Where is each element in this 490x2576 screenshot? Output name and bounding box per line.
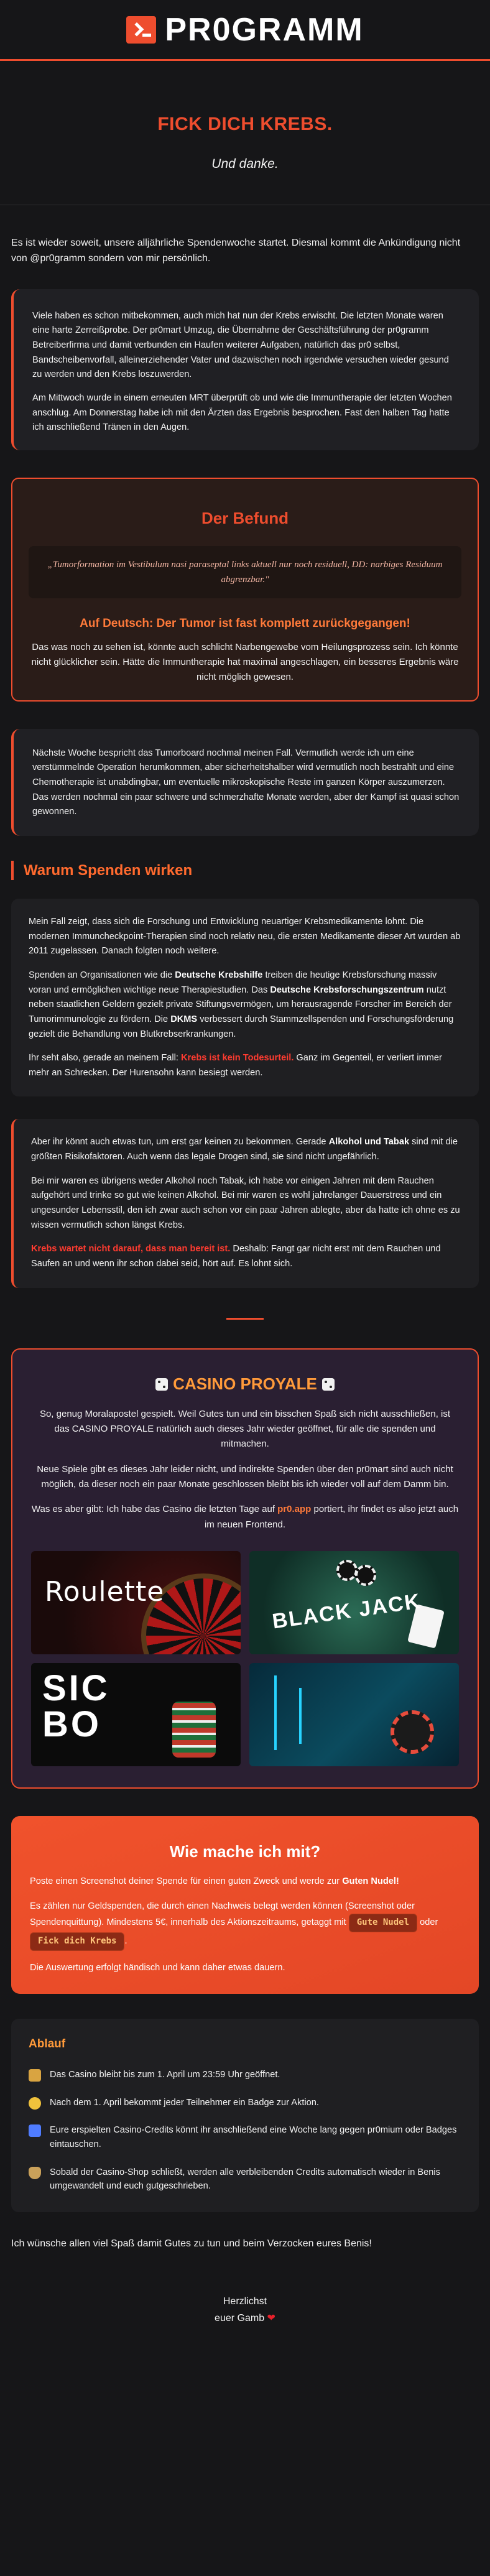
ablauf-item-text: Nach dem 1. April bekommt jeder Teilnehmer ein Badge zur Aktion. (50, 2097, 319, 2108)
next-week-text: Nächste Woche bespricht das Tumorboard nochmal meinen Fall. Vermutlich werde ich um eine verstümmelnde Operation herumkommen, aber sicherheitshalber wird vermutlich noch bestrahlt und eine Chemotherapie ist unabdingbar, um eventuelle mikroskopische Reste im ganzen Körper auszumerzen. Das werden nochmal ein paar schwere und schmerzhafte Monate werden, aber der Kampf ist quasi schon gewonnen. (32, 748, 460, 817)
warum-paragraph-2 (29, 968, 461, 1042)
sicbo-line-2: BO (42, 1703, 101, 1744)
closing-text: Ich wünsche allen viel Spaß damit Gutes zu tun und beim Verzocken eures Benis! (11, 2238, 372, 2249)
game-blackjack[interactable] (249, 1551, 459, 1654)
warum-paragraph-3 (29, 1051, 461, 1080)
logo-text: PR0GRAMM (165, 11, 364, 48)
link-dkms: DKMS (170, 1014, 198, 1024)
casino-paragraph-1: So, genug Moralapostel gespielt. Weil Gutes tun und ein bisschen Spaß sich nicht ausschließen, ist das CASINO PROYALE natürlich auch dieses Jahr wieder geöffnet, für alle die spenden und mitmachen. (39, 1408, 451, 1450)
link-dkfz: Deutsche Krebsforschungszentrum (270, 985, 424, 995)
ablauf-item (29, 2166, 461, 2194)
signature-name: euer Gamb (215, 2312, 265, 2323)
risk-paragraph-3 (31, 1242, 461, 1271)
bold: Alkohol und Tabak (328, 1137, 410, 1147)
casino-card (11, 1348, 479, 1789)
warum-title: Warum Spenden wirken (11, 861, 479, 880)
chip-icon (336, 1560, 358, 1581)
casino-paragraph-2: Neue Spiele gibt es dieses Jahr leider nicht, und indirekte Spenden über den pr0mart sind auch nicht möglich, da dieser noch ein paar Monate geschlossen bleibt bis ich wieder voll auf dem Damm bin. (37, 1463, 453, 1490)
wie-title: Wie mache ich mit? (169, 1842, 321, 1861)
dice-icon (155, 1378, 168, 1391)
game-roulette-label: Roulette (45, 1575, 165, 1608)
wie-paragraph-1 (30, 1874, 460, 1889)
game-blackjack-label: BLACK JACK (270, 1589, 423, 1634)
befund-subtitle: Auf Deutsch: Der Tumor ist fast komplett zurückgegangen! (80, 617, 410, 631)
casino-paragraph-3 (31, 1502, 459, 1532)
text: nutzt neben staatlichen Geldern gezielt private Stiftungsvermögen, um herausragende Forscher im Bereich der Tumorimmunologie zu fördern. Die (29, 985, 452, 1024)
text: Aber ihr könnt auch etwas tun, um erst gar keinen zu bekommen. Gerade (31, 1137, 329, 1147)
ablauf-item-text: Eure erspielten Casino-Credits könnt ihr anschließend eine Woche lang gegen pr0mium oder Badges eintauschen. (50, 2125, 457, 2150)
slot-machine-icon (29, 2069, 41, 2082)
neon-bar (299, 1688, 302, 1744)
game-slots[interactable] (249, 1663, 459, 1766)
signature-line-1: Herzlichst (223, 2296, 267, 2307)
text: . (124, 1935, 127, 1946)
hero-title: FICK DICH KREBS. (157, 114, 333, 134)
warum-paragraph-1: Mein Fall zeigt, dass sich die Forschung und Entwicklung neuartiger Krebsmedikamente lohnt. Die modernen Immuncheckpoint-Therapien sind noch relativ neu, die ersten Medikamente dieser Art wurden ab 2011 zugelassen. Danach folgten noch weitere. (29, 917, 461, 957)
highlight: Krebs ist kein Todesurteil. (180, 1053, 294, 1063)
chip-icon (355, 1565, 376, 1586)
text: Ganz im Gegenteil, er verliert immer mehr an Schrecken. Der Hurensohn kann besiegt werden. (29, 1053, 442, 1078)
casino-title (31, 1371, 459, 1397)
heart-icon: ❤ (267, 2312, 275, 2323)
short-divider (226, 1318, 264, 1320)
game-roulette[interactable] (31, 1551, 241, 1654)
ablauf-item (29, 2123, 461, 2151)
text: Ihr seht also, gerade an meinem Fall: (29, 1053, 181, 1063)
text: Was es aber gibt: Ich habe das Casino die letzten Tage auf (31, 1504, 278, 1515)
signature (0, 2293, 490, 2327)
link-deutsche-krebshilfe: Deutsche Krebshilfe (175, 970, 263, 980)
ablauf-title: Ablauf (29, 2037, 66, 2051)
risk-paragraph-1 (31, 1135, 461, 1164)
warum-card (11, 899, 479, 1096)
next-week-card (11, 729, 479, 836)
hero-subtitle: Und danke. (211, 156, 279, 171)
text: Poste einen Screenshot deiner Spende für einen guten Zweck und werde zur (30, 1876, 343, 1886)
chip-stack-icon (172, 1702, 216, 1758)
terminal-logo-icon (126, 16, 156, 44)
casino-title-text: CASINO PROYALE (173, 1374, 317, 1393)
text: portiert, ihr findet es also jetzt auch im neuen Frontend. (204, 1504, 459, 1530)
ablauf-item-text: Sobald der Casino-Shop schließt, werden alle verbleibenden Credits automatisch wieder in Benis umgewandelt und euch gutgeschrieben. (50, 2167, 440, 2192)
medal-icon (29, 2097, 41, 2110)
game-sicbo[interactable] (31, 1663, 241, 1766)
sicbo-line-1: SIC (42, 1667, 110, 1708)
text: oder (420, 1917, 438, 1928)
ablauf-item-text: Das Casino bleibt bis zum 1. April um 23:59 Uhr geöffnet. (50, 2070, 280, 2080)
text: Es zählen nur Geldspenden, die durch einen Nachweis belegt werden können (Screenshot oder Spendenquittung). Mindestens 5€, innerhalb des Aktionszeitraums, getaggt mit (30, 1901, 415, 1928)
story-card (11, 289, 479, 450)
ablauf-card (11, 2019, 479, 2212)
befund-body: Das was noch zu sehen ist, könnte auch schlicht Narbengewebe vom Heilungsprozess sein. Ich könnte nicht glücklicher sein. Hätte die Immuntherapie hat maximal angeschlagen, ein besseres Ergebnis wäre nicht möglich gewesen. (31, 641, 459, 683)
risk-card (11, 1119, 479, 1287)
highlight: Krebs wartet nicht darauf, dass man bereit ist. (31, 1244, 231, 1254)
wie-card (11, 1816, 479, 1995)
tag-fick-dich-krebs: Fick dich Krebs (30, 1932, 124, 1951)
bold: Guten Nudel! (342, 1876, 399, 1886)
pr0-app-link[interactable]: pr0.app (277, 1504, 312, 1515)
dice-icon (322, 1378, 335, 1391)
befund-title: Der Befund (201, 508, 289, 527)
story-paragraph-1: Viele haben es schon mitbekommen, auch mich hat nun der Krebs erwischt. Die letzten Monate waren eine harte Zerreißprobe. Der pr0mart Umzug, die Übernahme der Geschäftsführung der pr0gramm Betreiberfirma und damit verbunden ein Haufen weiterer Aufgaben, natürlich das pr0 selbst, Bandscheibenvorfall, alleinerziehender Vater und dazwischen noch irgendwie versuchen wieder gesund zu werden und den Krebs loszuwerden. (32, 310, 449, 380)
text: Deshalb: Fangt gar nicht erst mit dem Rauchen und Saufen an und wenn ihr schon dabei seid, hört auf. Es lohnt sich. (31, 1244, 441, 1269)
signature-line-2 (0, 2310, 490, 2327)
tag-gute-nudel: Gute Nudel (349, 1914, 417, 1932)
shopping-cart-icon (29, 2124, 41, 2137)
text: treiben die heutige Krebsforschung massiv voran und ermöglichen wichtige neue Therapiestudien. Das (29, 970, 437, 995)
wie-paragraph-3: Die Auswertung erfolgt händisch und kann daher etwas dauern. (30, 1962, 285, 1973)
chip-icon (391, 1710, 434, 1754)
text: Spenden an Organisationen wie die (29, 970, 175, 980)
game-sicbo-label (42, 1667, 110, 1744)
ablauf-item (29, 2068, 461, 2082)
wie-paragraph-2 (30, 1899, 460, 1951)
neon-bar (274, 1675, 277, 1750)
hero (0, 61, 490, 175)
ablauf-item (29, 2096, 461, 2110)
story-paragraph-2: Am Mittwoch wurde in einem erneuten MRT überprüft ob und wie die Immuntherapie der letzten Wochen anschlug. Am Donnerstag habe ich mit den Ärzten das Ergebnis besprochen. Fast den halben Tag hatte ich anschließend Tränen in den Augen. (32, 393, 452, 433)
text: sind mit die größten Risikofaktoren. Auch wenn das legale Drogen sind, sie sind nicht ungefährlich. (31, 1137, 458, 1162)
money-bag-icon (29, 2167, 41, 2179)
text: verbessert durch Stammzellspenden und Forschungsförderung gezielt die Behandlung von Blutkrebserkrankungen. (29, 1014, 454, 1039)
risk-paragraph-2: Bei mir waren es übrigens weder Alkohol noch Tabak, ich habe vor einigen Jahren mit dem Rauchen aufgehört und trinke so gut wie keinen Alkohol. Bei mir waren es wohl jahrelanger Dauerstress und ein ungesunder Lebensstil, den ich zwar auch schon vor ein paar Jahren ablegte, aber da hatte ich ohne es zu wissen vermutlich schon längst Krebs. (31, 1175, 460, 1230)
befund-card (11, 478, 479, 702)
befund-quote: „Tumorformation im Vestibulum nasi paraseptal links aktuell nur noch residuell, DD: narbiges Residuum abgrenzbar." (29, 546, 461, 598)
intro-text: Es ist wieder soweit, unsere alljährliche Spendenwoche startet. Diesmal kommt die Ankündigung nicht von @pr0gramm sondern von mir persönlich. (11, 237, 461, 264)
games-grid (31, 1551, 459, 1766)
header (0, 0, 490, 61)
